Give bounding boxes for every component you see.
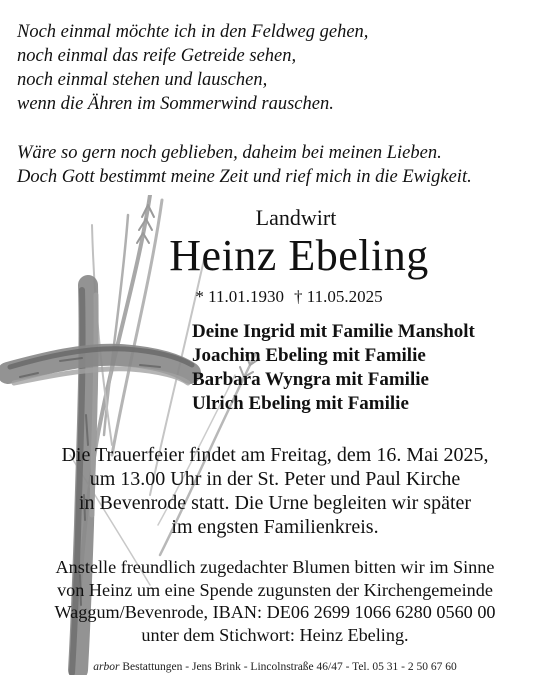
mourners-list (192, 320, 475, 416)
mourner-line: Joachim Ebeling mit Familie (192, 345, 426, 366)
poem-stanza-1 (17, 20, 537, 116)
deceased-occupation: Landwirt (255, 205, 337, 230)
poem-line: noch einmal das reife Getreide sehen, (17, 46, 297, 66)
deceased-name: Heinz Ebeling (169, 231, 429, 280)
donation-request (0, 556, 550, 646)
death-date: † 11.05.2025 (294, 287, 383, 306)
donation-line: von Heinz um eine Spende zugunsten der Kirchengemeinde (57, 579, 493, 600)
poem-stanza-2 (17, 141, 537, 189)
funeral-home-contact: Bestattungen - Jens Brink - Lincolnstraße 46/47 - Tel. 05 31 - 2 50 67 60 (119, 661, 457, 673)
funeral-details (0, 443, 550, 539)
funeral-line: um 13.00 Uhr in der St. Peter und Paul Kirche (89, 468, 461, 490)
life-dates (0, 287, 550, 307)
funeral-line: im engsten Familienkreis. (171, 516, 379, 538)
poem-line: Doch Gott bestimmt meine Zeit und rief mich in die Ewigkeit. (17, 167, 472, 187)
funeral-line: in Bevenrode statt. Die Urne begleiten wir später (78, 492, 472, 514)
funeral-home-brand: arbor (93, 661, 120, 673)
mourner-line: Ulrich Ebeling mit Familie (192, 393, 409, 414)
poem-line: wenn die Ähren im Sommerwind rauschen. (17, 94, 334, 114)
donation-line: Waggum/Bevenrode, IBAN: DE06 2699 1066 6280 0560 00 (54, 602, 496, 622)
mourner-line: Deine Ingrid mit Familie Mansholt (192, 321, 475, 342)
donation-line: Anstelle freundlich zugedachter Blumen bitten wir im Sinne (55, 557, 495, 577)
funeral-home-footer (0, 661, 550, 673)
poem-line: Wäre so gern noch geblieben, daheim bei meinen Lieben. (17, 143, 442, 163)
donation-line: unter dem Stichwort: Heinz Ebeling. (141, 624, 409, 645)
funeral-line: Die Trauerfeier findet am Freitag, dem 16. Mai 2025, (61, 444, 489, 466)
mourner-line: Barbara Wyngra mit Familie (192, 369, 429, 390)
poem-line: noch einmal stehen und lauschen, (17, 70, 268, 90)
poem-line: Noch einmal möchte ich in den Feldweg gehen, (17, 22, 369, 42)
birth-date: * 11.01.1930 (195, 287, 284, 306)
